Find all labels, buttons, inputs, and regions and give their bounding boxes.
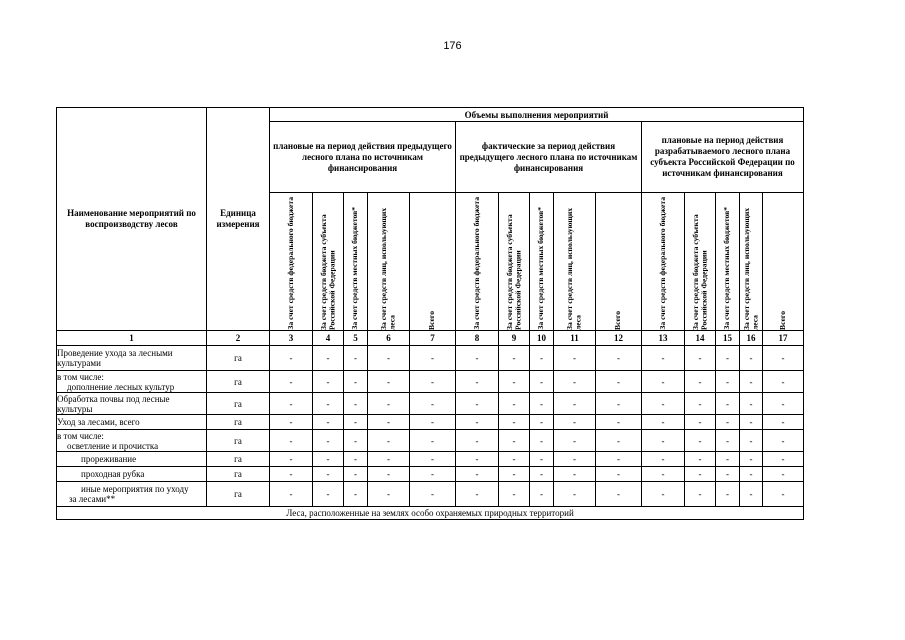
value-cell: - (499, 467, 530, 482)
row-name (57, 452, 207, 467)
col-header-name: Наименование мероприятий по воспроизводству лесов (57, 108, 207, 331)
value-cell: - (554, 482, 596, 507)
subcol-label: За счет средств лиц, использующих леса (379, 208, 397, 330)
value-cell: - (344, 393, 368, 415)
value-cell: - (270, 346, 313, 371)
column-number: 6 (368, 331, 410, 346)
group-planned-new: плановые на период действия разрабатываемого лесного плана субъекта Российской Федерации по источникам финансирования (642, 122, 804, 193)
value-cell: - (499, 346, 530, 371)
value-cell: - (270, 467, 313, 482)
value-cell: - (554, 393, 596, 415)
column-number: 1 (57, 331, 207, 346)
value-cell: - (596, 430, 642, 452)
subcol-label: За счет средств лиц, использующих леса (741, 208, 759, 330)
subcol-header (685, 193, 716, 331)
value-cell: - (530, 415, 554, 430)
value-cell: - (685, 482, 716, 507)
row-name-line1: в том числе: (57, 430, 104, 441)
value-cell: - (313, 452, 344, 467)
value-cell: - (685, 415, 716, 430)
value-cell: - (716, 482, 740, 507)
table-row (57, 452, 804, 467)
value-cell: - (716, 430, 740, 452)
value-cell: - (642, 430, 685, 452)
value-cell: - (410, 393, 456, 415)
column-number: 5 (344, 331, 368, 346)
value-cell: - (763, 452, 804, 467)
subcol-header (456, 193, 499, 331)
value-cell: - (763, 482, 804, 507)
column-number: 9 (499, 331, 530, 346)
value-cell: - (596, 482, 642, 507)
row-name (57, 430, 207, 452)
subcol-label: За счет средств местных бюджетов* (536, 207, 546, 330)
row-name (57, 482, 207, 507)
column-number: 3 (270, 331, 313, 346)
value-cell: - (685, 393, 716, 415)
row-name-line1: проходная рубка (81, 469, 145, 479)
table-row (57, 482, 804, 507)
row-name (57, 346, 207, 371)
subcol-header (368, 193, 410, 331)
value-cell: - (596, 393, 642, 415)
value-cell: - (344, 452, 368, 467)
column-number: 8 (456, 331, 499, 346)
value-cell: - (763, 430, 804, 452)
subcol-header (554, 193, 596, 331)
value-cell: - (410, 346, 456, 371)
value-cell: - (368, 482, 410, 507)
value-cell: - (596, 346, 642, 371)
row-name-line2: культуры (57, 403, 93, 414)
value-cell: - (596, 371, 642, 393)
value-cell: - (368, 371, 410, 393)
value-cell: - (554, 371, 596, 393)
value-cell: - (530, 452, 554, 467)
value-cell: - (716, 415, 740, 430)
value-cell: - (368, 452, 410, 467)
value-cell: - (596, 452, 642, 467)
table-row (57, 346, 804, 371)
row-name-line2: культурами (57, 358, 101, 368)
value-cell: - (530, 393, 554, 415)
subcol-header (763, 193, 804, 331)
value-cell: - (270, 452, 313, 467)
value-cell: - (344, 482, 368, 507)
row-name-line1: в том числе: (57, 371, 104, 382)
table-row (57, 467, 804, 482)
value-cell: - (740, 393, 763, 415)
subcol-label: За счет средств местных бюджетов* (350, 207, 360, 330)
value-cell: - (530, 346, 554, 371)
column-number: 12 (596, 331, 642, 346)
row-name-line2: дополнение лесных культур (67, 381, 175, 392)
row-name-line2: осветление и прочистка (67, 440, 159, 451)
value-cell: - (740, 415, 763, 430)
column-number: 16 (740, 331, 763, 346)
value-cell: - (456, 346, 499, 371)
row-name (57, 467, 207, 482)
row-name-line1: Обработка почвы под лесные (57, 393, 170, 404)
group-planned-previous: плановые на период действия предыдущего лесного плана по источникам финансирования (270, 122, 456, 193)
measures-table (56, 107, 804, 520)
value-cell: - (554, 415, 596, 430)
value-cell: - (596, 415, 642, 430)
subcol-label: За счет средств федерального бюджета (657, 197, 667, 330)
value-cell: - (554, 452, 596, 467)
subcol-label: Всего (777, 311, 787, 330)
value-cell: - (499, 430, 530, 452)
value-cell: - (642, 415, 685, 430)
value-cell: - (368, 415, 410, 430)
value-cell: - (685, 346, 716, 371)
value-cell: - (313, 393, 344, 415)
subcol-header (596, 193, 642, 331)
value-cell: - (456, 467, 499, 482)
row-name-line1: Уход за лесами, всего (57, 417, 140, 427)
subcol-label: За счет средств лиц, использующих леса (565, 208, 583, 330)
value-cell: - (685, 371, 716, 393)
value-cell: - (456, 415, 499, 430)
value-cell: - (313, 346, 344, 371)
column-number: 11 (554, 331, 596, 346)
subcol-label: За счет средств бюджета субъекта Российской Федерации (690, 214, 708, 330)
col-header-unit: Единица измерения (207, 108, 270, 331)
row-unit: га (207, 415, 270, 430)
value-cell: - (456, 452, 499, 467)
value-cell: - (716, 467, 740, 482)
value-cell: - (685, 452, 716, 467)
page-number: 176 (443, 40, 462, 52)
section-footer: Леса, расположенные на землях особо охраняемых природных территорий (57, 507, 804, 520)
value-cell: - (685, 430, 716, 452)
row-unit: га (207, 482, 270, 507)
value-cell: - (763, 467, 804, 482)
row-name-line1: прореживание (81, 454, 137, 464)
row-name (57, 393, 207, 415)
value-cell: - (270, 482, 313, 507)
value-cell: - (763, 371, 804, 393)
subcol-label: Всего (613, 311, 623, 330)
column-number: 17 (763, 331, 804, 346)
table-row (57, 371, 804, 393)
row-unit: га (207, 371, 270, 393)
subcol-header (740, 193, 763, 331)
value-cell: - (716, 452, 740, 467)
value-cell: - (530, 371, 554, 393)
value-cell: - (368, 346, 410, 371)
column-number: 15 (716, 331, 740, 346)
value-cell: - (313, 415, 344, 430)
subcol-label: За счет средств местных бюджетов* (722, 207, 732, 330)
subcol-header (270, 193, 313, 331)
value-cell: - (368, 467, 410, 482)
value-cell: - (410, 467, 456, 482)
group-actual-previous: фактические за период действия предыдущего лесного плана по источникам финансирования (456, 122, 642, 193)
subcol-header (344, 193, 368, 331)
row-unit: га (207, 430, 270, 452)
row-name-line1: иные мероприятия по уходу (81, 484, 189, 494)
value-cell: - (740, 482, 763, 507)
value-cell: - (554, 430, 596, 452)
column-number: 7 (410, 331, 456, 346)
value-cell: - (313, 371, 344, 393)
row-name (57, 415, 207, 430)
row-unit: га (207, 467, 270, 482)
value-cell: - (456, 393, 499, 415)
value-cell: - (716, 393, 740, 415)
value-cell: - (344, 415, 368, 430)
header-title: Объемы выполнения мероприятий (270, 108, 804, 122)
row-unit: га (207, 393, 270, 415)
value-cell: - (685, 467, 716, 482)
subcol-header (716, 193, 740, 331)
value-cell: - (499, 393, 530, 415)
value-cell: - (554, 467, 596, 482)
value-cell: - (740, 467, 763, 482)
value-cell: - (642, 346, 685, 371)
subcol-label: За счет средств федерального бюджета (285, 197, 295, 330)
subcol-label: За счет средств бюджета субъекта Российской Федерации (504, 214, 522, 330)
value-cell: - (499, 415, 530, 430)
value-cell: - (313, 430, 344, 452)
row-unit: га (207, 452, 270, 467)
value-cell: - (313, 467, 344, 482)
value-cell: - (763, 393, 804, 415)
subcol-label: За счет средств бюджета субъекта Российской Федерации (318, 214, 336, 330)
row-name (57, 371, 207, 393)
value-cell: - (456, 371, 499, 393)
column-number: 14 (685, 331, 716, 346)
value-cell: - (716, 346, 740, 371)
value-cell: - (530, 482, 554, 507)
value-cell: - (716, 371, 740, 393)
value-cell: - (740, 346, 763, 371)
subcol-header (499, 193, 530, 331)
value-cell: - (554, 346, 596, 371)
value-cell: - (270, 415, 313, 430)
value-cell: - (740, 371, 763, 393)
column-number: 13 (642, 331, 685, 346)
value-cell: - (456, 482, 499, 507)
column-number: 2 (207, 331, 270, 346)
subcol-header (530, 193, 554, 331)
row-name-line1: Проведение ухода за лесными (57, 348, 173, 358)
value-cell: - (499, 371, 530, 393)
value-cell: - (344, 371, 368, 393)
value-cell: - (740, 430, 763, 452)
value-cell: - (456, 430, 499, 452)
value-cell: - (642, 482, 685, 507)
table-row (57, 393, 804, 415)
value-cell: - (530, 430, 554, 452)
value-cell: - (270, 371, 313, 393)
value-cell: - (313, 482, 344, 507)
value-cell: - (410, 371, 456, 393)
value-cell: - (368, 430, 410, 452)
value-cell: - (368, 393, 410, 415)
subcol-label: Всего (427, 311, 437, 330)
table-row (57, 415, 804, 430)
subcol-header (642, 193, 685, 331)
value-cell: - (642, 452, 685, 467)
value-cell: - (642, 371, 685, 393)
value-cell: - (270, 393, 313, 415)
subcol-header (410, 193, 456, 331)
value-cell: - (410, 415, 456, 430)
value-cell: - (410, 452, 456, 467)
value-cell: - (344, 346, 368, 371)
value-cell: - (270, 430, 313, 452)
value-cell: - (410, 482, 456, 507)
row-unit: га (207, 346, 270, 371)
column-number: 4 (313, 331, 344, 346)
value-cell: - (530, 467, 554, 482)
subcol-header (313, 193, 344, 331)
value-cell: - (763, 415, 804, 430)
value-cell: - (763, 346, 804, 371)
subcol-label: За счет средств федерального бюджета (471, 197, 481, 330)
column-number: 10 (530, 331, 554, 346)
row-name-line2: за лесами** (69, 494, 116, 504)
value-cell: - (344, 430, 368, 452)
value-cell: - (642, 467, 685, 482)
value-cell: - (410, 430, 456, 452)
table-row (57, 430, 804, 452)
value-cell: - (499, 482, 530, 507)
value-cell: - (596, 467, 642, 482)
value-cell: - (499, 452, 530, 467)
value-cell: - (344, 467, 368, 482)
value-cell: - (740, 452, 763, 467)
value-cell: - (642, 393, 685, 415)
